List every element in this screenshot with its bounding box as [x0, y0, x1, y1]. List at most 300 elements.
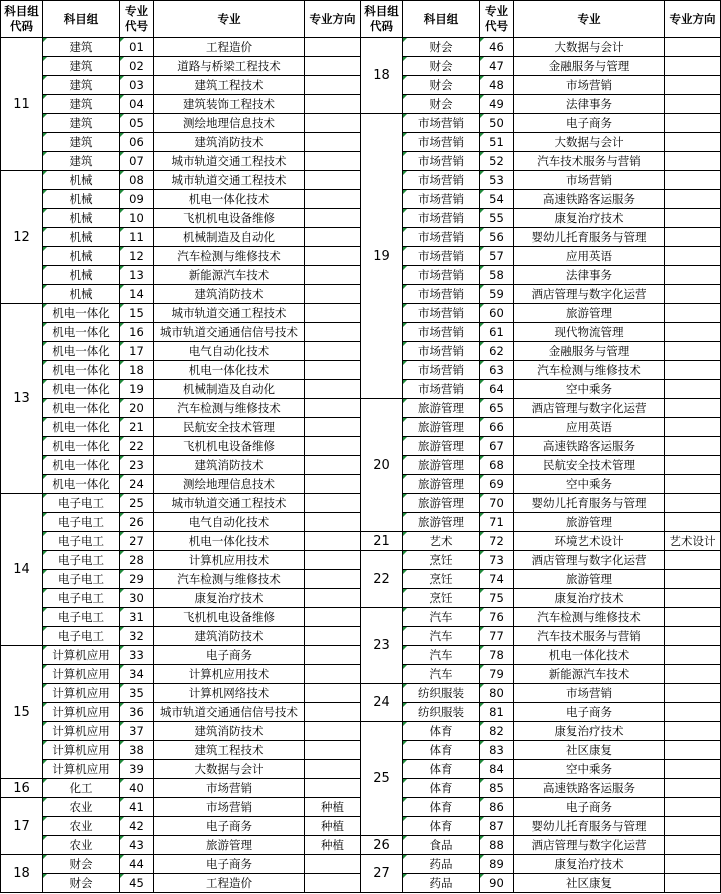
major-name-cell: 旅游管理 [514, 513, 665, 532]
direction-cell [305, 38, 361, 57]
table-row [1, 38, 721, 57]
major-name-cell: 旅游管理 [514, 570, 665, 589]
subject-group-cell: 食品 [403, 836, 480, 855]
major-code-cell: 32 [120, 627, 154, 646]
major-name-cell: 空中乘务 [514, 380, 665, 399]
direction-cell [665, 437, 721, 456]
direction-cell: 种植 [305, 798, 361, 817]
major-name-cell: 法律事务 [514, 266, 665, 285]
major-name-cell: 高速铁路客运服务 [514, 190, 665, 209]
group-code-cell: 24 [361, 684, 403, 722]
direction-cell [665, 266, 721, 285]
direction-cell [665, 247, 721, 266]
direction-cell [665, 171, 721, 190]
major-code-cell: 65 [480, 399, 514, 418]
subject-group-cell: 计算机应用 [43, 703, 120, 722]
header-major-code-right: 专业代号 [480, 1, 514, 38]
direction-cell [305, 874, 361, 893]
subject-group-cell: 机电一体化 [43, 456, 120, 475]
major-name-cell: 电气自动化技术 [154, 513, 305, 532]
major-code-cell: 01 [120, 38, 154, 57]
direction-cell [305, 304, 361, 323]
major-code-cell: 85 [480, 779, 514, 798]
direction-cell [305, 228, 361, 247]
major-name-cell: 建筑消防技术 [154, 722, 305, 741]
major-name-cell: 机电一体化技术 [154, 190, 305, 209]
direction-cell [665, 608, 721, 627]
major-name-cell: 汽车检测与维修技术 [154, 399, 305, 418]
direction-cell [665, 836, 721, 855]
direction-cell [305, 779, 361, 798]
major-code-cell: 11 [120, 228, 154, 247]
major-name-cell: 法律事务 [514, 95, 665, 114]
major-code-cell: 83 [480, 741, 514, 760]
table-row [1, 399, 721, 418]
major-name-cell: 社区康复 [514, 874, 665, 893]
major-name-cell: 旅游管理 [154, 836, 305, 855]
major-name-cell: 电子商务 [514, 114, 665, 133]
major-code-cell: 52 [480, 152, 514, 171]
major-code-cell: 12 [120, 247, 154, 266]
major-name-cell: 测绘地理信息技术 [154, 114, 305, 133]
subject-group-cell: 建筑 [43, 95, 120, 114]
direction-cell [665, 95, 721, 114]
subject-group-cell: 计算机应用 [43, 741, 120, 760]
major-name-cell: 飞机机电设备维修 [154, 608, 305, 627]
group-code-cell: 12 [1, 171, 43, 304]
major-code-cell: 87 [480, 817, 514, 836]
subject-group-cell: 财会 [403, 57, 480, 76]
major-name-cell: 汽车检测与维修技术 [154, 570, 305, 589]
major-code-cell: 51 [480, 133, 514, 152]
major-name-cell: 汽车技术服务与营销 [514, 152, 665, 171]
major-code-cell: 26 [120, 513, 154, 532]
major-code-cell: 64 [480, 380, 514, 399]
major-name-cell: 市场营销 [514, 684, 665, 703]
direction-cell [665, 551, 721, 570]
subject-group-cell: 建筑 [43, 38, 120, 57]
major-code-cell: 06 [120, 133, 154, 152]
direction-cell [305, 342, 361, 361]
subject-group-cell: 体育 [403, 779, 480, 798]
direction-cell [665, 38, 721, 57]
major-code-cell: 37 [120, 722, 154, 741]
direction-cell [665, 209, 721, 228]
direction-cell [665, 285, 721, 304]
group-code-cell: 25 [361, 722, 403, 836]
major-code-cell: 31 [120, 608, 154, 627]
direction-cell [665, 342, 721, 361]
direction-cell [305, 589, 361, 608]
major-name-cell: 康复治疗技术 [154, 589, 305, 608]
direction-cell [305, 760, 361, 779]
major-name-cell: 建筑工程技术 [154, 741, 305, 760]
group-code-cell: 22 [361, 551, 403, 608]
table-row [1, 722, 721, 741]
major-code-cell: 56 [480, 228, 514, 247]
major-code-cell: 77 [480, 627, 514, 646]
direction-cell [665, 874, 721, 893]
direction-cell [305, 247, 361, 266]
subject-group-cell: 市场营销 [403, 342, 480, 361]
major-name-cell: 酒店管理与数字化运营 [514, 285, 665, 304]
major-name-cell: 大数据与会计 [154, 760, 305, 779]
major-name-cell: 计算机应用技术 [154, 665, 305, 684]
major-name-cell: 电子商务 [154, 855, 305, 874]
major-name-cell: 大数据与会计 [514, 133, 665, 152]
subject-group-cell: 计算机应用 [43, 684, 120, 703]
subject-group-cell: 建筑 [43, 114, 120, 133]
subject-group-cell: 药品 [403, 855, 480, 874]
direction-cell [665, 361, 721, 380]
major-code-cell: 60 [480, 304, 514, 323]
subject-group-cell: 汽车 [403, 608, 480, 627]
major-name-cell: 城市轨道交通工程技术 [154, 304, 305, 323]
major-name-cell: 机械制造及自动化 [154, 228, 305, 247]
direction-cell [305, 627, 361, 646]
major-name-cell: 道路与桥梁工程技术 [154, 57, 305, 76]
direction-cell [665, 855, 721, 874]
major-name-cell: 酒店管理与数字化运营 [514, 551, 665, 570]
direction-cell [305, 684, 361, 703]
major-code-cell: 59 [480, 285, 514, 304]
major-code-cell: 03 [120, 76, 154, 95]
subject-group-cell: 市场营销 [403, 228, 480, 247]
major-name-cell: 建筑消防技术 [154, 456, 305, 475]
direction-cell: 种植 [305, 817, 361, 836]
major-code-cell: 40 [120, 779, 154, 798]
major-name-cell: 机械制造及自动化 [154, 380, 305, 399]
direction-cell [665, 418, 721, 437]
header-group-code-right: 科目组代码 [361, 1, 403, 38]
subject-group-cell: 计算机应用 [43, 665, 120, 684]
subject-group-cell: 药品 [403, 874, 480, 893]
major-name-cell: 婴幼儿托育服务与管理 [514, 494, 665, 513]
major-name-cell: 建筑消防技术 [154, 133, 305, 152]
group-code-cell: 18 [1, 855, 43, 893]
major-code-cell: 13 [120, 266, 154, 285]
direction-cell [305, 209, 361, 228]
subject-group-cell: 市场营销 [403, 323, 480, 342]
major-code-cell: 15 [120, 304, 154, 323]
header-major: 专业 [154, 1, 305, 38]
major-name-cell: 市场营销 [154, 779, 305, 798]
major-name-cell: 社区康复 [514, 741, 665, 760]
major-code-cell: 57 [480, 247, 514, 266]
header-major-code: 专业代号 [120, 1, 154, 38]
major-code-cell: 49 [480, 95, 514, 114]
major-code-cell: 36 [120, 703, 154, 722]
major-name-cell: 高速铁路客运服务 [514, 437, 665, 456]
subject-group-cell: 体育 [403, 798, 480, 817]
major-name-cell: 空中乘务 [514, 475, 665, 494]
subject-group-cell: 机械 [43, 285, 120, 304]
major-code-cell: 61 [480, 323, 514, 342]
major-name-cell: 环境艺术设计 [514, 532, 665, 551]
table-row [1, 532, 721, 551]
table-body [1, 38, 721, 893]
subject-group-cell: 市场营销 [403, 247, 480, 266]
direction-cell [305, 285, 361, 304]
subject-group-cell: 体育 [403, 760, 480, 779]
major-name-cell: 婴幼儿托育服务与管理 [514, 228, 665, 247]
table-row [1, 855, 721, 874]
major-name-cell: 电子商务 [154, 817, 305, 836]
major-code-cell: 30 [120, 589, 154, 608]
direction-cell [665, 152, 721, 171]
subject-group-cell: 机电一体化 [43, 361, 120, 380]
major-name-cell: 工程造价 [154, 874, 305, 893]
major-code-cell: 44 [120, 855, 154, 874]
major-name-cell: 工程造价 [154, 38, 305, 57]
direction-cell [665, 475, 721, 494]
group-code-cell: 11 [1, 38, 43, 171]
subject-group-cell: 财会 [43, 874, 120, 893]
major-code-cell: 79 [480, 665, 514, 684]
subject-group-cell: 纺织服装 [403, 684, 480, 703]
subject-group-cell: 机电一体化 [43, 437, 120, 456]
direction-cell [305, 646, 361, 665]
major-code-cell: 20 [120, 399, 154, 418]
major-code-cell: 34 [120, 665, 154, 684]
major-name-cell: 电子商务 [154, 646, 305, 665]
direction-cell [305, 133, 361, 152]
major-code-cell: 35 [120, 684, 154, 703]
direction-cell [665, 760, 721, 779]
direction-cell [665, 133, 721, 152]
subject-group-cell: 市场营销 [403, 190, 480, 209]
major-code-cell: 76 [480, 608, 514, 627]
subject-group-cell: 市场营销 [403, 380, 480, 399]
direction-cell [305, 551, 361, 570]
subject-group-cell: 体育 [403, 741, 480, 760]
subject-group-cell: 机电一体化 [43, 399, 120, 418]
major-code-cell: 23 [120, 456, 154, 475]
subject-group-cell: 旅游管理 [403, 475, 480, 494]
major-name-cell: 飞机机电设备维修 [154, 209, 305, 228]
table-row [1, 608, 721, 627]
major-code-cell: 07 [120, 152, 154, 171]
major-name-cell: 计算机网络技术 [154, 684, 305, 703]
direction-cell [305, 418, 361, 437]
subject-group-cell: 电子电工 [43, 589, 120, 608]
major-code-cell: 55 [480, 209, 514, 228]
major-name-cell: 计算机应用技术 [154, 551, 305, 570]
major-code-cell: 27 [120, 532, 154, 551]
subject-group-cell: 建筑 [43, 76, 120, 95]
group-code-cell: 16 [1, 779, 43, 798]
direction-cell [665, 722, 721, 741]
direction-cell [665, 494, 721, 513]
direction-cell [665, 114, 721, 133]
direction-cell: 艺术设计 [665, 532, 721, 551]
subject-group-cell: 汽车 [403, 627, 480, 646]
direction-cell [305, 57, 361, 76]
subject-group-cell: 计算机应用 [43, 646, 120, 665]
header-major-right: 专业 [514, 1, 665, 38]
direction-cell [305, 323, 361, 342]
group-code-cell: 21 [361, 532, 403, 551]
direction-cell [305, 608, 361, 627]
direction-cell [665, 399, 721, 418]
major-code-cell: 09 [120, 190, 154, 209]
header-row [1, 1, 721, 38]
major-code-cell: 18 [120, 361, 154, 380]
direction-cell [305, 513, 361, 532]
group-code-cell: 19 [361, 114, 403, 399]
major-name-cell: 电子商务 [514, 703, 665, 722]
subject-group-cell: 汽车 [403, 646, 480, 665]
header-direction: 专业方向 [305, 1, 361, 38]
major-name-cell: 机电一体化技术 [154, 361, 305, 380]
major-name-cell: 高速铁路客运服务 [514, 779, 665, 798]
major-name-cell: 酒店管理与数字化运营 [514, 836, 665, 855]
major-name-cell: 机电一体化技术 [514, 646, 665, 665]
major-code-cell: 10 [120, 209, 154, 228]
group-code-cell: 18 [361, 38, 403, 114]
major-code-cell: 46 [480, 38, 514, 57]
subject-group-cell: 机电一体化 [43, 304, 120, 323]
subject-group-cell: 财会 [403, 38, 480, 57]
subject-group-cell: 旅游管理 [403, 513, 480, 532]
subject-group-cell: 财会 [403, 95, 480, 114]
subject-group-cell: 机械 [43, 247, 120, 266]
subject-group-cell: 机电一体化 [43, 475, 120, 494]
major-code-cell: 42 [120, 817, 154, 836]
subject-group-cell: 财会 [43, 855, 120, 874]
major-name-cell: 汽车检测与维修技术 [154, 247, 305, 266]
major-name-cell: 汽车检测与维修技术 [514, 608, 665, 627]
major-code-cell: 48 [480, 76, 514, 95]
table-row [1, 684, 721, 703]
group-code-cell: 20 [361, 399, 403, 532]
direction-cell [665, 589, 721, 608]
table-row [1, 836, 721, 855]
major-name-cell: 测绘地理信息技术 [154, 475, 305, 494]
major-name-cell: 城市轨道交通通信信号技术 [154, 323, 305, 342]
subject-group-cell: 电子电工 [43, 532, 120, 551]
major-code-cell: 54 [480, 190, 514, 209]
major-name-cell: 酒店管理与数字化运营 [514, 399, 665, 418]
major-name-cell: 民航安全技术管理 [154, 418, 305, 437]
subject-group-cell: 烹饪 [403, 551, 480, 570]
major-code-cell: 71 [480, 513, 514, 532]
subject-group-cell: 机电一体化 [43, 380, 120, 399]
major-code-cell: 68 [480, 456, 514, 475]
major-name-cell: 机电一体化技术 [154, 532, 305, 551]
direction-cell [665, 570, 721, 589]
direction-cell [305, 570, 361, 589]
subject-group-cell: 财会 [403, 76, 480, 95]
subject-group-cell: 旅游管理 [403, 437, 480, 456]
major-name-cell: 建筑装饰工程技术 [154, 95, 305, 114]
major-name-cell: 飞机机电设备维修 [154, 437, 305, 456]
major-code-cell: 82 [480, 722, 514, 741]
subject-group-cell: 农业 [43, 836, 120, 855]
subject-group-cell: 机械 [43, 209, 120, 228]
major-name-cell: 建筑工程技术 [154, 76, 305, 95]
major-code-cell: 70 [480, 494, 514, 513]
subject-group-cell: 市场营销 [403, 285, 480, 304]
major-code-cell: 04 [120, 95, 154, 114]
group-code-cell: 26 [361, 836, 403, 855]
group-code-cell: 14 [1, 494, 43, 646]
subject-group-cell: 农业 [43, 817, 120, 836]
major-name-cell: 旅游管理 [514, 304, 665, 323]
major-name-cell: 建筑消防技术 [154, 627, 305, 646]
direction-cell [305, 171, 361, 190]
major-code-cell: 21 [120, 418, 154, 437]
subject-group-cell: 计算机应用 [43, 760, 120, 779]
major-name-cell: 现代物流管理 [514, 323, 665, 342]
major-name-cell: 康复治疗技术 [514, 209, 665, 228]
direction-cell [665, 817, 721, 836]
major-name-cell: 康复治疗技术 [514, 722, 665, 741]
direction-cell [305, 532, 361, 551]
direction-cell [665, 380, 721, 399]
subject-group-cell: 机电一体化 [43, 342, 120, 361]
subject-group-cell: 机械 [43, 171, 120, 190]
direction-cell [305, 76, 361, 95]
major-code-cell: 39 [120, 760, 154, 779]
header-group-code: 科目组代码 [1, 1, 43, 38]
subject-group-cell: 机电一体化 [43, 418, 120, 437]
major-code-cell: 45 [120, 874, 154, 893]
major-name-cell: 民航安全技术管理 [514, 456, 665, 475]
major-name-cell: 电气自动化技术 [154, 342, 305, 361]
major-name-cell: 城市轨道交通工程技术 [154, 171, 305, 190]
subject-group-cell: 市场营销 [403, 209, 480, 228]
major-code-cell: 41 [120, 798, 154, 817]
subject-group-cell: 旅游管理 [403, 418, 480, 437]
major-code-cell: 29 [120, 570, 154, 589]
major-name-cell: 市场营销 [514, 171, 665, 190]
major-code-cell: 67 [480, 437, 514, 456]
subject-group-cell: 农业 [43, 798, 120, 817]
subject-group-cell: 机械 [43, 266, 120, 285]
direction-cell [305, 361, 361, 380]
major-name-cell: 婴幼儿托育服务与管理 [514, 817, 665, 836]
major-code-cell: 14 [120, 285, 154, 304]
subject-group-cell: 市场营销 [403, 171, 480, 190]
major-code-cell: 88 [480, 836, 514, 855]
major-name-cell: 市场营销 [154, 798, 305, 817]
subject-group-cell: 市场营销 [403, 304, 480, 323]
major-code-cell: 22 [120, 437, 154, 456]
direction-cell [665, 57, 721, 76]
subject-group-cell: 电子电工 [43, 608, 120, 627]
major-code-cell: 86 [480, 798, 514, 817]
subject-group-cell: 体育 [403, 817, 480, 836]
subject-group-cell: 机械 [43, 190, 120, 209]
major-name-cell: 金融服务与管理 [514, 342, 665, 361]
group-code-cell: 13 [1, 304, 43, 494]
major-name-cell: 城市轨道交通工程技术 [154, 494, 305, 513]
direction-cell [665, 304, 721, 323]
major-code-cell: 58 [480, 266, 514, 285]
direction-cell [305, 437, 361, 456]
direction-cell [305, 152, 361, 171]
major-code-cell: 80 [480, 684, 514, 703]
major-name-cell: 大数据与会计 [514, 38, 665, 57]
direction-cell [305, 114, 361, 133]
group-code-cell: 27 [361, 855, 403, 893]
subject-group-cell: 艺术 [403, 532, 480, 551]
subject-group-cell: 电子电工 [43, 494, 120, 513]
direction-cell [665, 665, 721, 684]
table-row [1, 551, 721, 570]
subject-group-cell: 市场营销 [403, 114, 480, 133]
